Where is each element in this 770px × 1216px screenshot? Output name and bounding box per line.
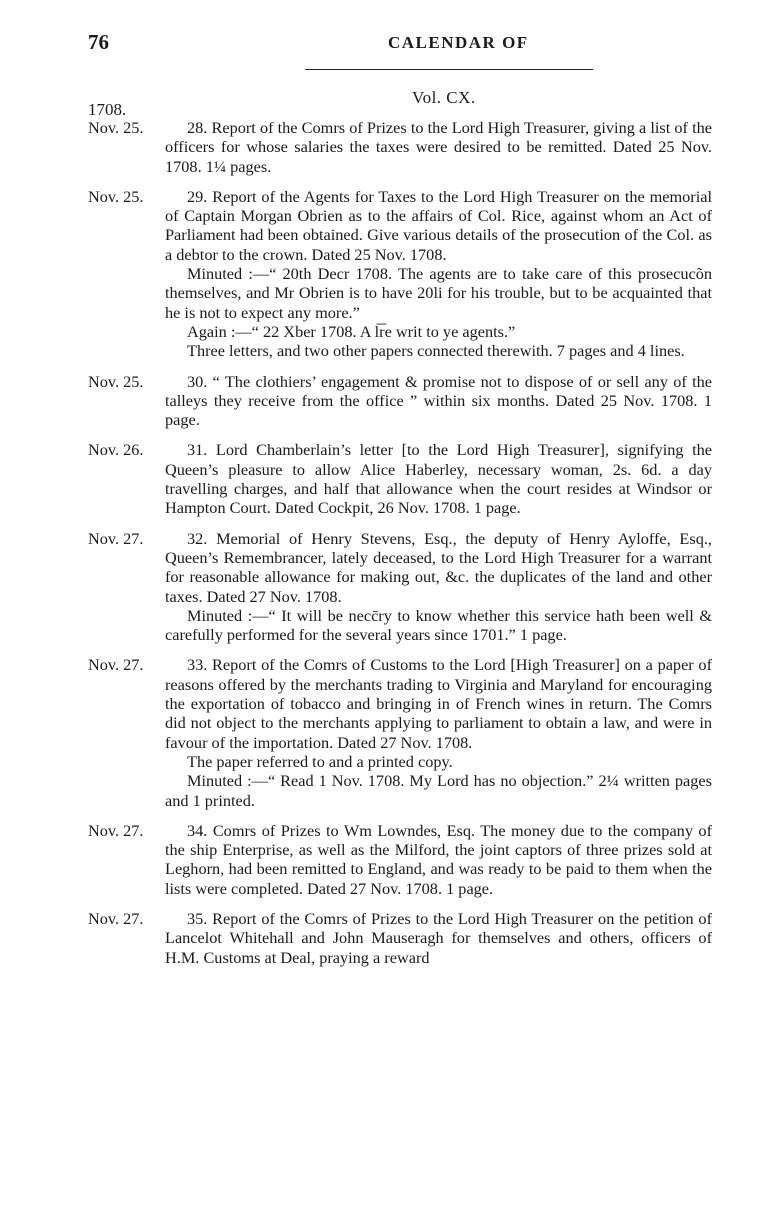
entry-body [165, 909, 712, 967]
entry-31 [88, 440, 712, 517]
entry-35 [88, 909, 712, 967]
entry-34 [88, 821, 712, 898]
entry-paragraph: 31. Lord Chamberlain’s letter [to the Lord High Treasurer], signifying the Queen’s pleasure to allow Alice Haberley, necessary woman, 2s. 6d. a day travelling charges, and half that allowance when the court resides at Windsor or Hampton Court. Dated Cockpit, 26 Nov. 1708. 1 page. [165, 440, 712, 518]
entry-date: Nov. 27. [88, 528, 144, 548]
entry-date: Nov. 27. [88, 655, 144, 675]
entry-date: Nov. 27. [88, 820, 144, 840]
entry-body [165, 655, 712, 809]
entry-date: Nov. 25. [88, 186, 144, 206]
entries-list [88, 118, 712, 978]
entry-32 [88, 529, 712, 645]
page-number: 76 [88, 30, 109, 54]
year-label: 1708. [88, 100, 127, 119]
entry-date: Nov. 25. [88, 371, 144, 391]
volume-label: Vol. CX. [412, 88, 476, 107]
entry-body [165, 529, 712, 645]
entry-enclosures: The paper referred to and a printed copy. [187, 751, 453, 771]
entry-paragraph: 34. Comrs of Prizes to Wm Lowndes, Esq. The money due to the company of the ship Enterprise, as well as the Milford, the joint captors of three prizes sold at Leghorn, had been remitted to England, and was ready to be paid to them when the lists were completed. Dated 27 Nov. 1708. 1 page. [165, 820, 712, 898]
entry-enclosures: Three letters, and two other papers connected therewith. 7 pages and 4 lines. [187, 341, 685, 361]
entry-paragraph: 28. Report of the Comrs of Prizes to the Lord High Treasurer, giving a list of the officers for whose salaries the taxes were desired to be remitted. Dated 25 Nov. 1708. 1¼ pages. [165, 118, 712, 176]
entry-date: Nov. 26. [88, 440, 144, 460]
entry-date: Nov. 27. [88, 908, 144, 928]
entry-30 [88, 372, 712, 430]
entry-minute: Minuted :—“ It will be necc̄ry to know whether this service hath been well & carefully performed for the several years since 1701.” 1 page. [165, 605, 712, 645]
header-rule [305, 69, 593, 70]
entry-date: Nov. 25. [88, 118, 144, 137]
entry-minute: Minuted :—“ Read 1 Nov. 1708. My Lord has no objection.” 2¼ written pages and 1 printed. [165, 771, 712, 810]
entry-paragraph: 32. Memorial of Henry Stevens, Esq., the deputy of Henry Ayloffe, Esq., Queen’s Remembrancer, lately deceased, to the Lord High Treasurer for a warrant for reasonable allowance for making out, &c. the duplicates of the land and other taxes. Dated 27 Nov. 1708. [165, 528, 712, 606]
entry-body [165, 821, 712, 898]
entry-paragraph: 33. Report of the Comrs of Customs to the Lord [High Treasurer] on a paper of reasons offered by the merchants trading to Virginia and Maryland for encouraging the exportation of tobacco and bringing in of French wines in return. The Comrs did not object to the merchants applying to parliament to obtain a law, and were in favour of the importation. Dated 27 Nov. 1708. [165, 655, 712, 752]
entry-paragraph: 30. “ The clothiers’ engagement & promise not to dispose of or sell any of the talleys they receive from the office ” within six months. Dated 25 Nov. 1708. 1 page. [165, 371, 712, 430]
entry-28 [88, 118, 712, 176]
entry-body [165, 187, 712, 361]
entry-33 [88, 655, 712, 809]
entry-paragraph: 29. Report of the Agents for Taxes to the Lord High Treasurer on the memorial of Captain Morgan Obrien as to the affairs of Col. Rice, against whom an Act of Parliament had been obtained. Give various details of the prosecution of the Col. as a debtor to the crown. Dated 25 Nov. 1708. [165, 186, 712, 264]
entry-body [165, 118, 712, 176]
entry-body [165, 372, 712, 430]
entry-paragraph: 35. Report of the Comrs of Prizes to the Lord High Treasurer on the petition of Lancelot Whitehall and John Mauseragh for themselves and others, officers of H.M. Customs at Deal, praying a reward [165, 908, 712, 967]
entry-minute: Minuted :—“ 20th Decr 1708. The agents are to take care of this prosecucõn themselves, and Mr Obrien is to have 20li for his trouble, but to be acquainted that he is not to expect any more.” [165, 264, 712, 322]
page-header [88, 30, 728, 62]
entry-29 [88, 187, 712, 361]
running-title: CALENDAR OF [388, 33, 529, 52]
entry-body [165, 440, 712, 517]
entry-minute: Again :—“ 22 Xber 1708. A l͞re writ to ye agents.” [187, 321, 516, 341]
